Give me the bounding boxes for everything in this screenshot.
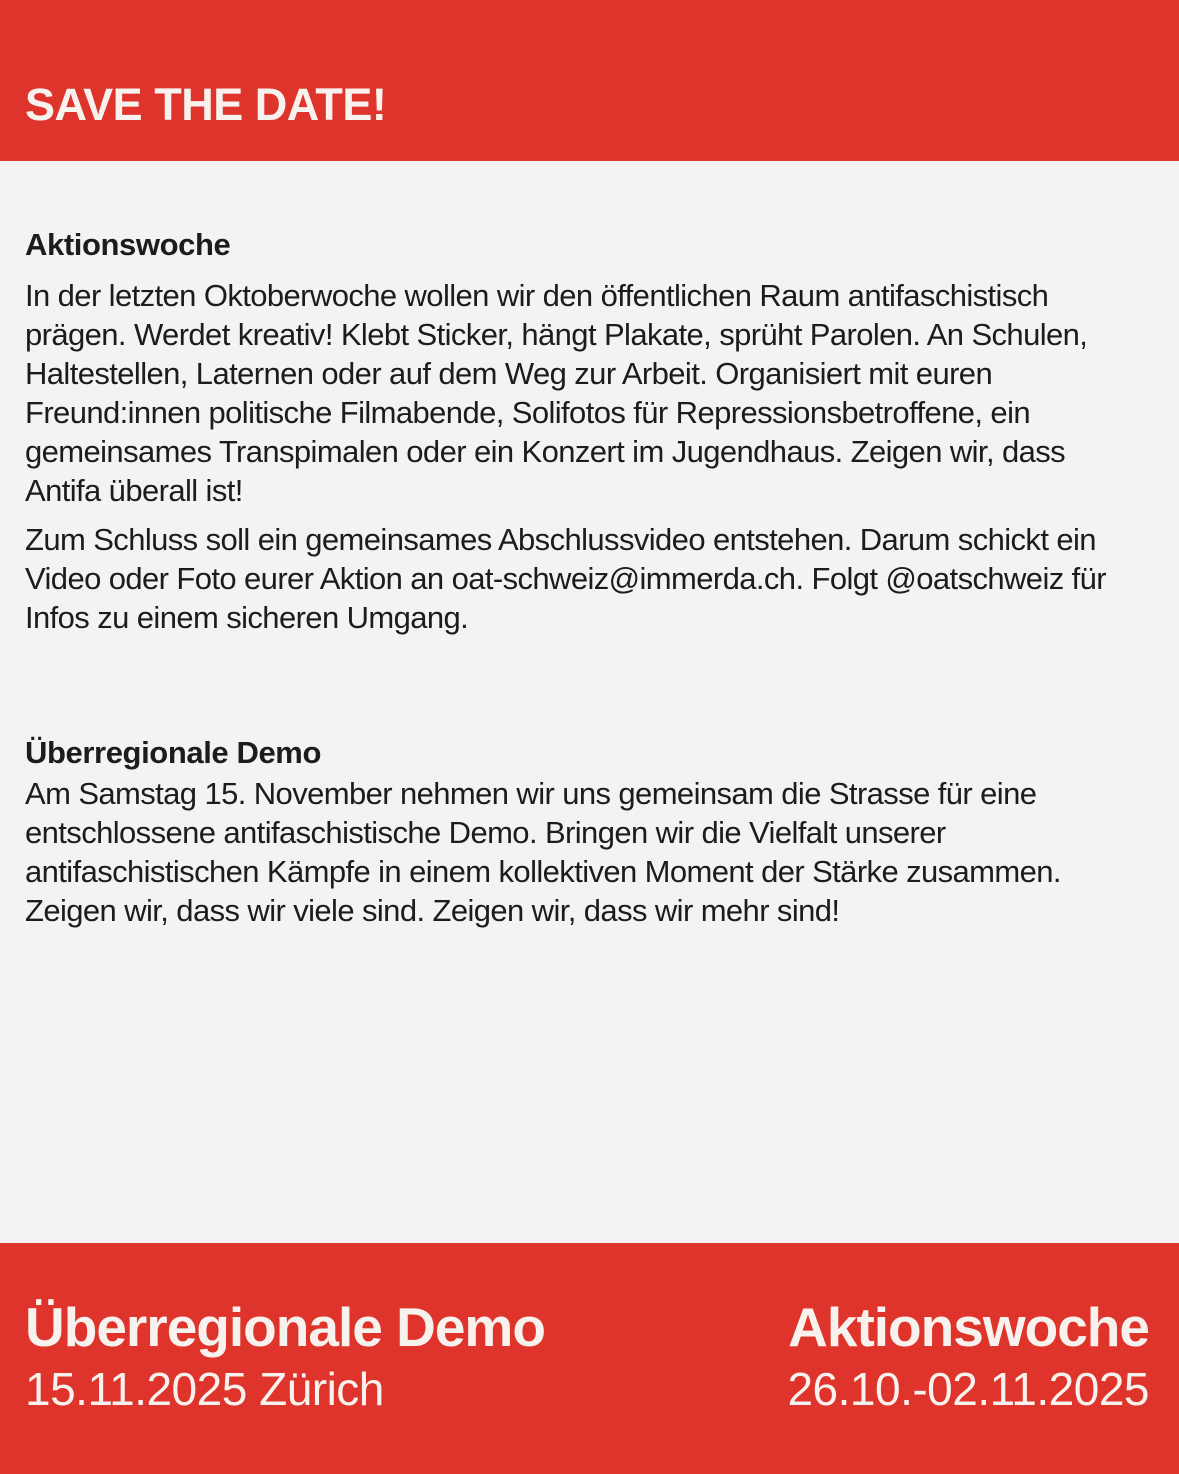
- section-ueberregionale-demo: [25, 733, 1137, 930]
- header-band: [0, 0, 1179, 161]
- poster-body: [0, 161, 1179, 940]
- footer-left-event: [25, 1295, 545, 1415]
- section-divider-space: [25, 647, 1137, 733]
- paragraph-ueberregionale-demo-1: Am Samstag 15. November nehmen wir uns gemeinsam die Strasse für eine entschlossene antifaschistische Demo. Bringen wir die Vielfalt unserer antifaschistischen Kämpfe in einem kollektiven Moment der Stärke zusammen. Zeigen wir, dass wir viele sind. Zeigen wir, dass wir mehr sind!: [25, 776, 1061, 928]
- section-aktionswoche: [25, 225, 1137, 637]
- footer-right-event-title: Aktionswoche: [788, 1296, 1149, 1358]
- section-heading-ueberregionale-demo: Überregionale Demo: [25, 735, 321, 770]
- footer-band: [0, 1243, 1179, 1474]
- footer-left-event-title: Überregionale Demo: [25, 1296, 545, 1358]
- footer-left-event-date: 15.11.2025 Zürich: [25, 1363, 384, 1415]
- paragraph-aktionswoche-1: In der letzten Oktoberwoche wollen wir den öffentlichen Raum antifaschistisch prägen. Werdet kreativ! Klebt Sticker, hängt Plakate, sprüht Parolen. An Schulen, Haltestellen, Laternen oder auf dem Weg zur Arbeit. Organisiert mit euren Freund:innen politische Filmabende, Solifotos für Repressionsbetroffene, ein gemeinsames Transpimalen oder ein Konzert im Jugendhaus. Zeigen wir, dass Antifa überall ist!: [25, 278, 1088, 508]
- section-heading-aktionswoche: Aktionswoche: [25, 227, 231, 262]
- footer-right-event-date: 26.10.-02.11.2025: [787, 1363, 1149, 1415]
- paragraph-aktionswoche-2: Zum Schluss soll ein gemeinsames Abschlussvideo entstehen. Darum schickt ein Video oder Foto eurer Aktion an oat-schweiz@immerda.ch. Folgt @oatschweiz für Infos zu einem sicheren Umgang.: [25, 522, 1107, 635]
- poster-title: SAVE THE DATE!: [25, 79, 387, 130]
- footer-right-event: [787, 1295, 1149, 1415]
